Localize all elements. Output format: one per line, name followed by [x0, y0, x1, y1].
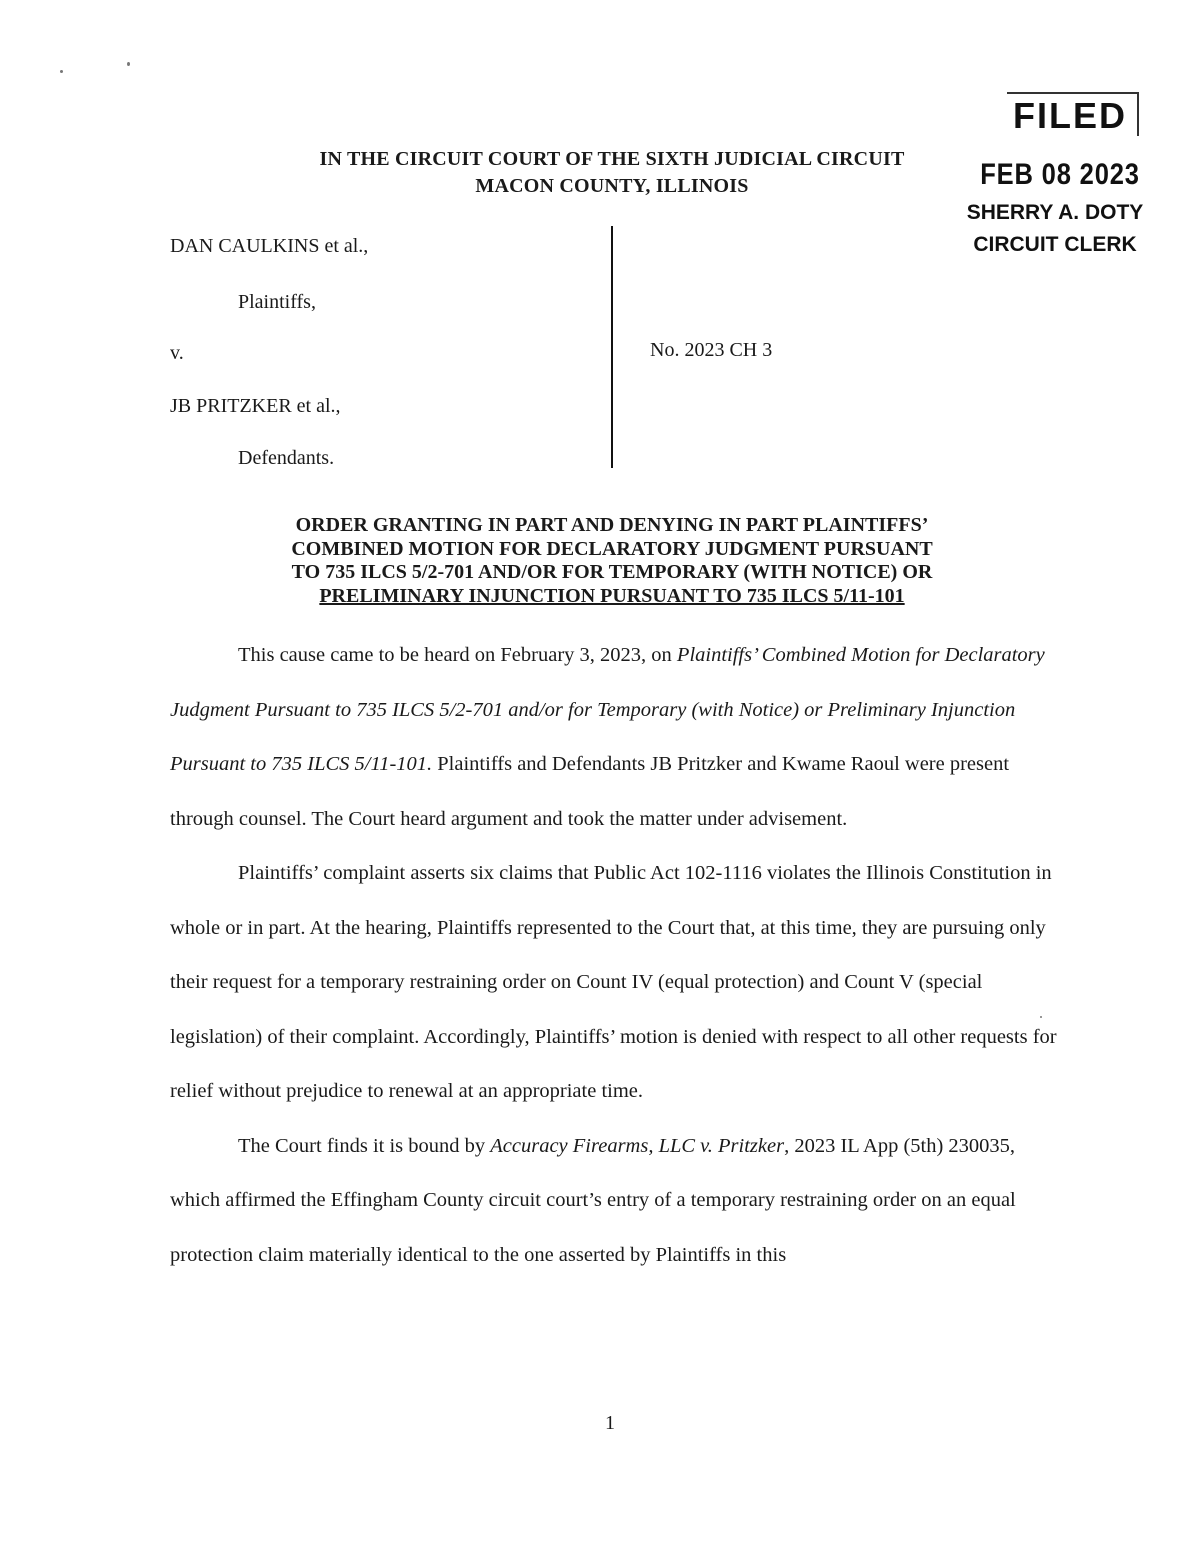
paragraph-1-intro: This cause came to be heard on February 3, 2023, on	[238, 644, 677, 666]
paragraph-1	[170, 628, 1060, 846]
order-title-line-1: ORDER GRANTING IN PART AND DENYING IN PART PLAINTIFFS’	[295, 514, 929, 536]
court-name: IN THE CIRCUIT COURT OF THE SIXTH JUDICIAL CIRCUIT	[319, 148, 905, 170]
defendant-role: Defendants.	[238, 447, 335, 469]
case-citation: Accuracy Firearms, LLC v. Pritzker	[490, 1134, 785, 1157]
court-county: MACON COUNTY, ILLINOIS	[475, 175, 749, 197]
case-number: No. 2023 CH 3	[650, 339, 773, 361]
page-number: 1	[605, 1412, 615, 1434]
caption-divider	[611, 226, 613, 468]
filed-date: FEB 08 2023	[980, 158, 1140, 191]
filed-label: FILED	[1007, 92, 1139, 136]
paragraph-1-rest: Plaintiffs and Defendants JB Pritzker and Kwame Raoul were present through counsel. The Court heard argument and took the matter under advisement.	[170, 753, 1010, 830]
clerk-name: SHERRY A. DOTY	[966, 201, 1144, 224]
paragraph-2: Plaintiffs’ complaint asserts six claims that Public Act 102-1116 violates the Illinois Constitution in whole or in part. At the hearing, Plaintiffs represented to the Court that, at this time, they are pursuing only their request for a temporary restraining order on Count IV (equal protection) and Count V (special legislation) of their complaint. Accordingly, Plaintiffs’ motion is denied with respect to all other requests for relief without prejudice to renewal at an appropriate time.	[170, 862, 1057, 1102]
scan-speck	[127, 62, 130, 66]
motion-title: Plaintiffs’ Combined Motion for Declaratory Judgment Pursuant to 735 ILCS 5/2-701 and/or for Temporary (with Notice) or Preliminary Injunction Pursuant to 735 ILCS 5/11-101.	[170, 644, 1045, 775]
plaintiff-name: DAN CAULKINS et al.,	[170, 235, 369, 257]
order-title-line-3: TO 735 ILCS 5/2-701 AND/OR FOR TEMPORARY (WITH NOTICE) OR	[291, 561, 933, 583]
clerk-title: CIRCUIT CLERK	[973, 233, 1137, 256]
order-title-line-2: COMBINED MOTION FOR DECLARATORY JUDGMENT PURSUANT	[291, 537, 933, 560]
paragraph-3-rest: , 2023 IL App (5th) 230035, which affirmed the Effingham County circuit court’s entry of a temporary restraining order on an equal protection claim materially identical to the one asserted by Plaintiffs in this	[170, 1134, 1016, 1266]
scan-speck	[1040, 1016, 1042, 1018]
plaintiff-role: Plaintiffs,	[238, 291, 316, 313]
court-heading	[150, 146, 1074, 200]
paragraph-3-intro: The Court finds it is bound by	[238, 1134, 491, 1157]
paragraph-3	[170, 1119, 1060, 1283]
scan-speck	[60, 70, 63, 73]
order-title	[150, 514, 1074, 608]
versus-label: v.	[170, 342, 184, 364]
order-body	[170, 628, 1060, 1282]
filed-stamp	[952, 92, 1158, 256]
defendant-name: JB PRITZKER et al.,	[170, 395, 341, 417]
order-title-line-4: PRELIMINARY INJUNCTION PURSUANT TO 735 ILCS 5/11-101	[319, 584, 905, 607]
